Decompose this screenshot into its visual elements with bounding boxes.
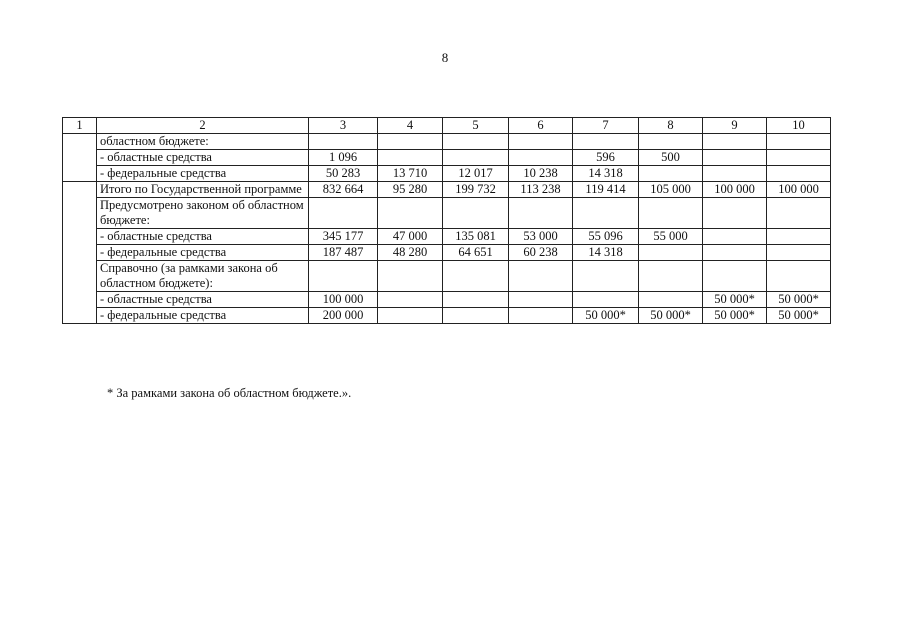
value-cell (703, 150, 767, 166)
table-row (63, 292, 831, 308)
table-row (63, 166, 831, 182)
value-cell (639, 134, 703, 150)
value-cell: 100 000 (703, 182, 767, 198)
value-cell (509, 292, 573, 308)
row-label: - федеральные средства (97, 245, 309, 261)
value-cell (443, 198, 509, 229)
table-row (63, 134, 831, 150)
value-cell: 64 651 (443, 245, 509, 261)
row-number-cell (63, 292, 97, 308)
value-cell: 500 (639, 150, 703, 166)
budget-table (62, 117, 831, 324)
value-cell: 105 000 (639, 182, 703, 198)
value-cell (703, 198, 767, 229)
row-number-cell (63, 166, 97, 182)
value-cell: 345 177 (309, 229, 378, 245)
header-cell: 2 (97, 118, 309, 134)
value-cell (309, 134, 378, 150)
value-cell: 100 000 (767, 182, 831, 198)
value-cell (378, 292, 443, 308)
value-cell (309, 261, 378, 292)
row-label: - областные средства (97, 292, 309, 308)
row-number-cell (63, 229, 97, 245)
value-cell (443, 261, 509, 292)
value-cell: 10 238 (509, 166, 573, 182)
value-cell (767, 134, 831, 150)
value-cell: 832 664 (309, 182, 378, 198)
value-cell (573, 134, 639, 150)
row-number-cell (63, 182, 97, 198)
value-cell (378, 261, 443, 292)
value-cell: 1 096 (309, 150, 378, 166)
value-cell: 50 000* (639, 308, 703, 324)
value-cell: 50 000* (703, 292, 767, 308)
value-cell: 48 280 (378, 245, 443, 261)
value-cell (378, 134, 443, 150)
row-label: Итого по Государственной программе (97, 182, 309, 198)
value-cell (703, 134, 767, 150)
header-cell: 5 (443, 118, 509, 134)
table-row (63, 245, 831, 261)
value-cell (443, 308, 509, 324)
row-number-cell (63, 150, 97, 166)
page-number: 8 (441, 50, 449, 65)
row-label: Предусмотрено законом об областном бюджете: (97, 198, 309, 229)
value-cell: 113 238 (509, 182, 573, 198)
header-cell: 10 (767, 118, 831, 134)
table-row (63, 198, 831, 229)
value-cell (767, 245, 831, 261)
header-cell: 1 (63, 118, 97, 134)
value-cell (639, 261, 703, 292)
header-cell: 4 (378, 118, 443, 134)
value-cell: 135 081 (443, 229, 509, 245)
row-label: областном бюджете: (97, 134, 309, 150)
value-cell: 13 710 (378, 166, 443, 182)
table-row (63, 150, 831, 166)
value-cell: 50 000* (573, 308, 639, 324)
value-cell (509, 261, 573, 292)
value-cell (309, 198, 378, 229)
value-cell (767, 261, 831, 292)
value-cell: 14 318 (573, 245, 639, 261)
row-label: Справочно (за рамками закона об областном бюджете): (97, 261, 309, 292)
value-cell: 55 096 (573, 229, 639, 245)
value-cell (573, 261, 639, 292)
row-label: - федеральные средства (97, 308, 309, 324)
table-row (63, 229, 831, 245)
header-cell: 8 (639, 118, 703, 134)
value-cell: 50 000* (767, 308, 831, 324)
row-label: - областные средства (97, 150, 309, 166)
value-cell (639, 292, 703, 308)
header-cell: 3 (309, 118, 378, 134)
value-cell (443, 150, 509, 166)
value-cell: 50 283 (309, 166, 378, 182)
value-cell: 199 732 (443, 182, 509, 198)
table-row (63, 308, 831, 324)
value-cell (573, 292, 639, 308)
row-number-cell (63, 308, 97, 324)
value-cell (639, 245, 703, 261)
value-cell (767, 166, 831, 182)
value-cell: 47 000 (378, 229, 443, 245)
value-cell: 596 (573, 150, 639, 166)
value-cell (703, 166, 767, 182)
header-cell: 6 (509, 118, 573, 134)
value-cell (767, 198, 831, 229)
value-cell (509, 198, 573, 229)
value-cell: 119 414 (573, 182, 639, 198)
value-cell: 14 318 (573, 166, 639, 182)
row-number-cell (63, 134, 97, 150)
header-cell: 9 (703, 118, 767, 134)
value-cell (509, 134, 573, 150)
header-cell: 7 (573, 118, 639, 134)
value-cell (767, 150, 831, 166)
value-cell (378, 150, 443, 166)
value-cell (509, 308, 573, 324)
table-row (63, 261, 831, 292)
value-cell (443, 292, 509, 308)
row-label: - областные средства (97, 229, 309, 245)
value-cell (639, 166, 703, 182)
row-number-cell (63, 198, 97, 229)
value-cell: 100 000 (309, 292, 378, 308)
value-cell: 200 000 (309, 308, 378, 324)
row-number-cell (63, 261, 97, 292)
value-cell: 12 017 (443, 166, 509, 182)
table-row (63, 182, 831, 198)
value-cell (378, 308, 443, 324)
table-header-row (63, 118, 831, 134)
value-cell: 50 000* (703, 308, 767, 324)
value-cell (639, 198, 703, 229)
value-cell: 50 000* (767, 292, 831, 308)
value-cell (703, 245, 767, 261)
value-cell (767, 229, 831, 245)
row-number-cell (63, 245, 97, 261)
row-label: - федеральные средства (97, 166, 309, 182)
value-cell (703, 229, 767, 245)
value-cell (573, 198, 639, 229)
value-cell (443, 134, 509, 150)
value-cell: 53 000 (509, 229, 573, 245)
value-cell: 187 487 (309, 245, 378, 261)
value-cell (509, 150, 573, 166)
value-cell: 95 280 (378, 182, 443, 198)
value-cell (703, 261, 767, 292)
footnote: * За рамками закона об областном бюджете.». (107, 386, 352, 400)
value-cell: 55 000 (639, 229, 703, 245)
value-cell: 60 238 (509, 245, 573, 261)
value-cell (378, 198, 443, 229)
